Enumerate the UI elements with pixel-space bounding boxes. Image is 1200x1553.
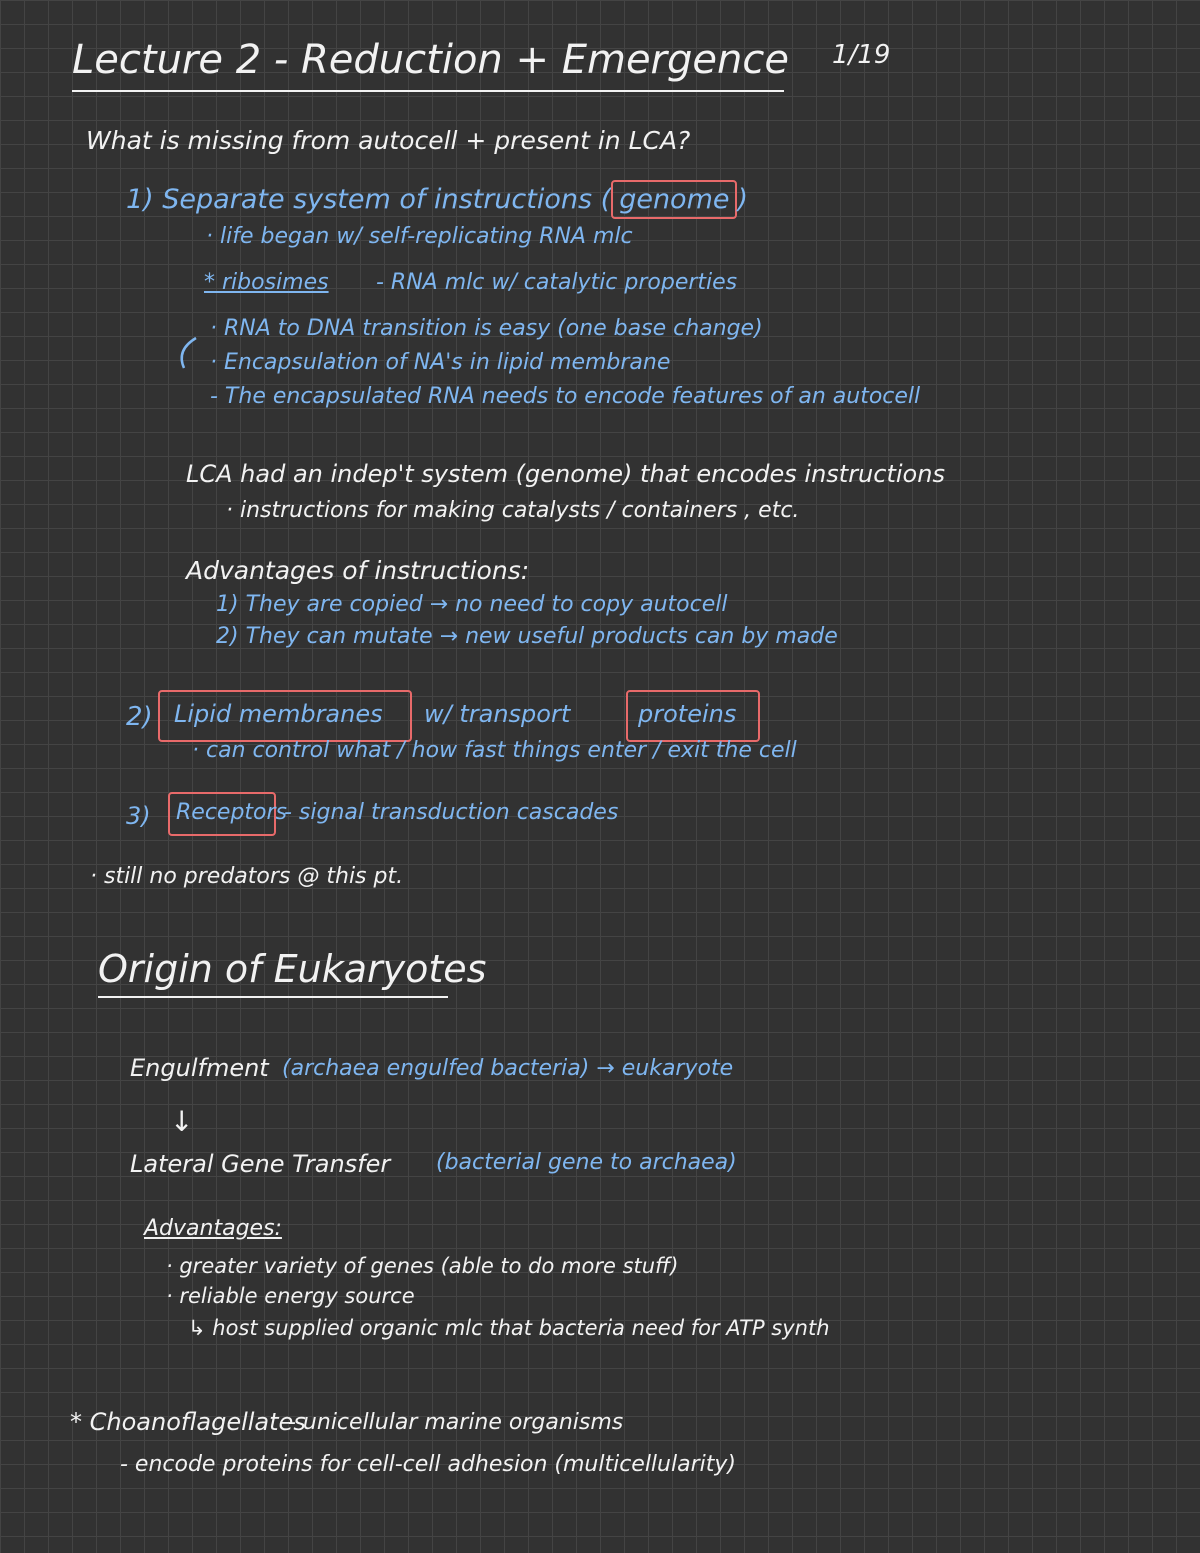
engulfment-description: (archaea engulfed bacteria) → eukaryote [282,1056,734,1081]
item3-number: 3) [126,802,151,830]
engulfment-label: Engulfment [130,1054,269,1082]
lca-line: LCA had an indep't system (genome) that encodes instructions [186,460,945,488]
lca-instructions-line: · instructions for making catalysts / containers , etc. [226,498,800,523]
item1-heading-pre: 1) Separate system of instructions ( [126,184,612,215]
bracket-line-encapsulation: · Encapsulation of NA's in lipid membrane [210,350,671,375]
advantage-mutate: 2) They can mutate → new useful products can by made [216,624,838,649]
choanoflagellates-label: * Choanoflagellates [70,1408,306,1436]
ribosimes-label: * ribosimes [204,270,329,295]
advantage-energy-source: · reliable energy source [166,1284,415,1308]
ribosimes-text: - RNA mlc w/ catalytic properties [376,270,738,295]
lateral-gene-transfer-description: (bacterial gene to archaea) [436,1150,737,1175]
item2-number: 2) [126,702,153,732]
genome-boxed-label: genome [611,180,737,219]
lipid-membranes-label: Lipid membranes [174,700,383,728]
eukaryote-advantages-heading: Advantages: [144,1216,282,1241]
eukaryotes-heading: Origin of Eukaryotes [98,947,487,991]
choanoflagellates-text: - unicellular marine organisms [288,1410,624,1435]
lateral-gene-transfer-label: Lateral Gene Transfer [130,1150,391,1178]
eukaryotes-heading-underline [98,996,448,998]
down-arrow: ↓ [170,1105,194,1138]
bracket-line-encapsulated-rna: - The encapsulated RNA needs to encode features of an autocell [210,384,921,409]
transport-text: w/ transport [424,700,571,728]
page-date: 1/19 [832,40,891,70]
left-bracket-mark [182,338,196,368]
item2-sub-control: · can control what / how fast things enter / exit the cell [192,738,797,763]
bracket-line-rna-dna: · RNA to DNA transition is easy (one base change) [210,316,763,341]
question-line: What is missing from autocell + present in LCA? [86,126,691,155]
advantage-gene-variety: · greater variety of genes (able to do more stuff) [166,1254,679,1278]
advantage-copied: 1) They are copied → no need to copy autocell [216,592,728,617]
advantages-heading: Advantages of instructions: [186,556,530,585]
choanoflagellates-sub: - encode proteins for cell-cell adhesion (multicellularity) [120,1452,736,1477]
item1-sub-life-began: · life began w/ self-replicating RNA mlc [206,224,633,249]
page-title: Lecture 2 - Reduction + Emergence [72,37,789,83]
receptors-label: Receptors [176,800,288,825]
item1-heading-post: ) [737,184,749,215]
signal-transduction-text: - signal transduction cascades [284,800,619,825]
advantage-host-supplied: ↳ host supplied organic mlc that bacteria need for ATP synth [188,1316,830,1340]
proteins-label: proteins [638,700,737,728]
predators-note: · still no predators @ this pt. [90,864,404,889]
